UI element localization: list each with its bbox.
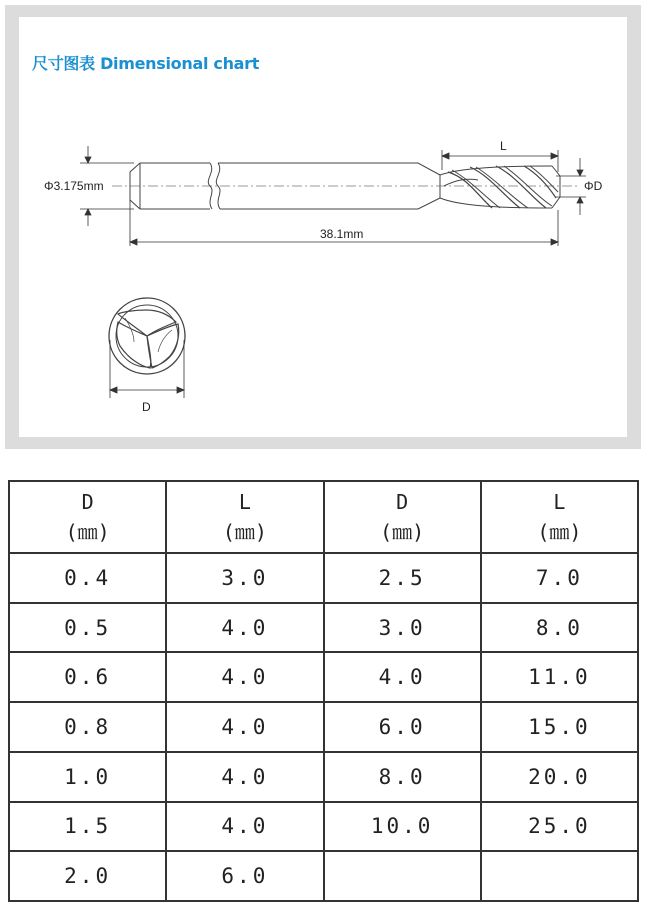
dimension-table [8, 480, 639, 902]
table-row [9, 802, 638, 852]
table-cell: 0.4 [9, 553, 166, 603]
header-name: L [553, 490, 566, 514]
table-row [9, 553, 638, 603]
table-cell: 2.5 [324, 553, 481, 603]
table-cell: 2.0 [9, 851, 166, 901]
table-cell: 4.0 [166, 652, 323, 702]
table-cell [324, 851, 481, 901]
table-cell: 1.0 [9, 752, 166, 802]
header-unit: (㎜) [222, 520, 267, 544]
end-view-diameter-label: D [142, 400, 151, 414]
table-header-row [9, 481, 638, 553]
table-cell: 1.5 [9, 802, 166, 852]
header-name: L [238, 490, 251, 514]
table-cell [481, 851, 638, 901]
end-view-diameter-dimension [110, 340, 184, 398]
header-l-2 [481, 481, 638, 553]
header-name: D [396, 490, 409, 514]
table-row [9, 752, 638, 802]
table-cell: 25.0 [481, 802, 638, 852]
header-unit: (㎜) [65, 520, 110, 544]
diameter-label: ΦD [584, 179, 603, 193]
table-cell: 4.0 [166, 802, 323, 852]
table-row [9, 652, 638, 702]
header-d-1 [9, 481, 166, 553]
table-row [9, 603, 638, 653]
table-cell: 7.0 [481, 553, 638, 603]
header-d-2 [324, 481, 481, 553]
table-cell: 4.0 [324, 652, 481, 702]
header-name: D [81, 490, 94, 514]
table-cell: 4.0 [166, 752, 323, 802]
table-cell: 11.0 [481, 652, 638, 702]
table-cell: 20.0 [481, 752, 638, 802]
end-view [109, 298, 185, 374]
header-l-1 [166, 481, 323, 553]
table-cell: 6.0 [324, 702, 481, 752]
table-row [9, 702, 638, 752]
tool-flutes [440, 166, 560, 208]
table-cell: 3.0 [324, 603, 481, 653]
table-cell: 15.0 [481, 702, 638, 752]
table-cell: 3.0 [166, 553, 323, 603]
overall-length-label: 38.1mm [320, 227, 364, 241]
table-cell: 6.0 [166, 851, 323, 901]
table-cell: 4.0 [166, 603, 323, 653]
table-row [9, 851, 638, 901]
table-cell: 0.6 [9, 652, 166, 702]
tool-shank [130, 163, 440, 209]
shank-diameter-label: Φ3.175mm [44, 179, 104, 193]
cut-length-label: L [500, 139, 507, 153]
chart-title: 尺寸图表 Dimensional chart [32, 54, 260, 73]
header-unit: (㎜) [537, 520, 582, 544]
table-cell: 4.0 [166, 702, 323, 752]
table-cell: 0.8 [9, 702, 166, 752]
table-cell: 10.0 [324, 802, 481, 852]
table-cell: 0.5 [9, 603, 166, 653]
table-cell: 8.0 [481, 603, 638, 653]
header-unit: (㎜) [380, 520, 425, 544]
table-cell: 8.0 [324, 752, 481, 802]
